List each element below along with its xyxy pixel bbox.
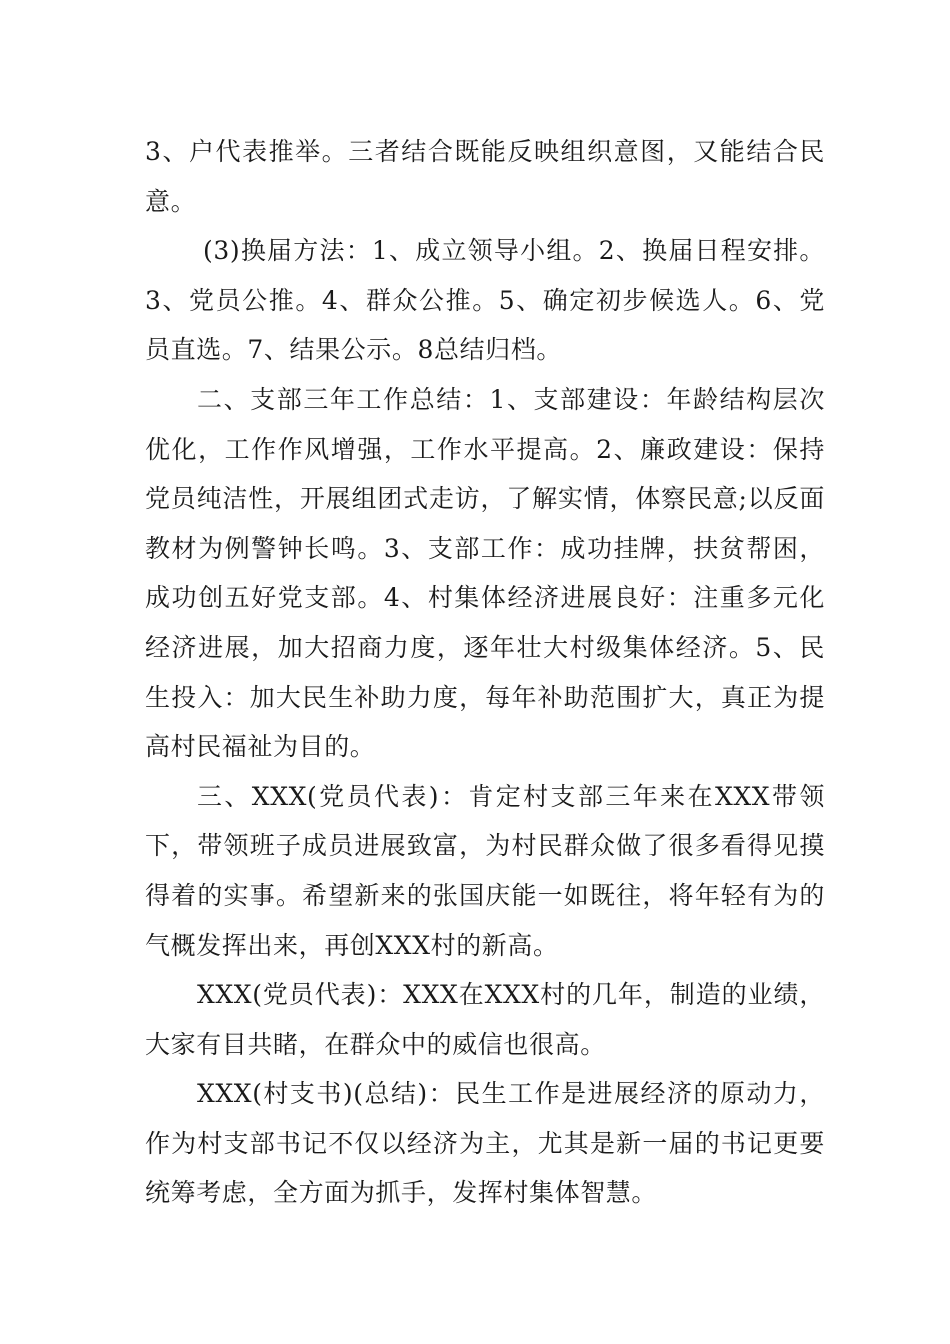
paragraph-three-year-summary: 二、支部三年工作总结：1、支部建设：年龄结构层次优化，工作作风增强，工作水平提高。2、廉政建设：保持党员纯洁性，开展组团式走访，了解实情，体察民意;以反面教材为例警钟长鸣。3、支部工作：成功挂牌，扶贫帮困，成功创五好党支部。4、村集体经济进展良好：注重多元化经济进展，加大招商力度，逐年壮大村级集体经济。5、民生投入：加大民生补助力度，每年补助范围扩大，真正为提高村民福祉为目的。 <box>145 384 825 762</box>
paragraph-secretary-summary: XXX(村支书)(总结)：民生工作是进展经济的原动力，作为村支部书记不仅以经济为主，尤其是新一届的书记更要统筹考虑，全方面为抓手，发挥村集体智慧。 <box>145 1079 825 1208</box>
paragraph-party-representative-2: XXX(党员代表)：XXX在XXX村的几年，制造的业绩，大家有目共睹，在群众中的威信也很高。 <box>145 980 825 1059</box>
document-body <box>145 127 825 1218</box>
paragraph-election-recommendation: 3、户代表推举。三者结合既能反映组织意图，又能结合民意。 <box>145 137 825 216</box>
paragraph-election-method: (3)换届方法：1、成立领导小组。2、换届日程安排。3、党员公推。4、群众公推。5、确定初步候选人。6、党员直选。7、结果公示。8总结归档。 <box>145 236 825 365</box>
paragraph-party-representative-1: 三、XXX(党员代表)：肯定村支部三年来在XXX带领下，带领班子成员进展致富，为村民群众做了很多看得见摸得着的实事。希望新来的张国庆能一如既往，将年轻有为的气概发挥出来，再创XXX村的新高。 <box>145 781 825 960</box>
